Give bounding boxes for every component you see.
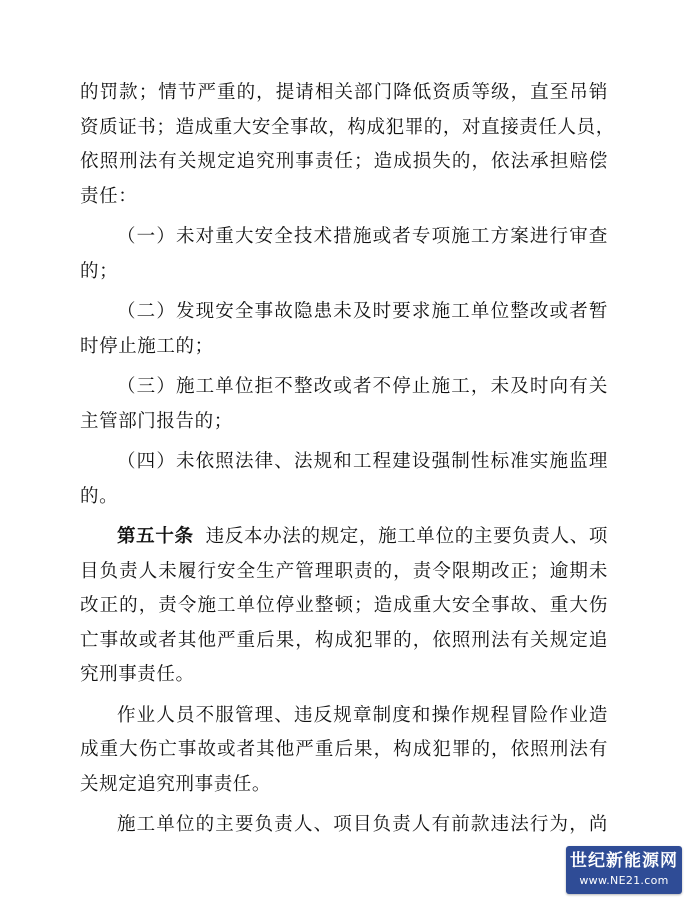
list-item-2-cont: 时停止施工的； [80, 335, 214, 357]
article-50-first-line [80, 520, 608, 555]
list-item-2: （二）发现安全事故隐患未及时要求施工单位整改或者暂 [117, 301, 608, 322]
list-item-3-cont: 主管部门报告的； [80, 410, 233, 432]
paragraph-line: 究刑事责任。 [80, 664, 195, 685]
paragraph-line: 责任： [80, 185, 138, 207]
list-item-1: （一）未对重大安全技术措施或者专项施工方案进行审查 [117, 226, 608, 247]
paragraph-line: 资质证书；造成重大安全事故，构成犯罪的，对直接责任人员， [80, 116, 615, 138]
article-heading: 第五十条 [117, 526, 194, 547]
paragraph-line: 依照刑法有关规定追究刑事责任；造成损失的，依法承担赔偿 [80, 151, 608, 172]
article-text: 违反本办法的规定，施工单位的主要负责人、项 [205, 526, 608, 547]
watermark-url: www.NE21.com [579, 874, 669, 887]
paragraph-line: 关规定追究刑事责任。 [80, 773, 272, 795]
document-page [80, 76, 615, 843]
list-item-1-cont: 的； [80, 260, 119, 282]
paragraph-line: 的罚款；情节严重的，提请相关部门降低资质等级，直至吊销 [80, 82, 608, 103]
paragraph-line: 亡事故或者其他严重后果，构成犯罪的，依照刑法有关规定追 [80, 629, 608, 651]
paragraph-line: 改正的，责令施工单位停业整顿；造成重大安全事故、重大伤 [80, 595, 608, 616]
list-item-4-cont: 的。 [80, 485, 119, 507]
paragraph-line: 作业人员不服管理、违反规章制度和操作规程冒险作业造 [117, 704, 608, 726]
paragraph-line: 施工单位的主要负责人、项目负责人有前款违法行为，尚 [117, 814, 608, 835]
list-item-3: （三）施工单位拒不整改或者不停止施工，未及时向有关 [117, 376, 608, 397]
site-watermark[interactable] [566, 846, 682, 894]
watermark-name: 世纪新能源网 [570, 851, 678, 871]
paragraph-line: 目负责人未履行安全生产管理职责的，责令限期改正；逾期未 [80, 560, 608, 582]
paragraph-line: 成重大伤亡事故或者其他严重后果，构成犯罪的，依照刑法有 [80, 739, 608, 760]
list-item-4: （四）未依照法律、法规和工程建设强制性标准实施监理 [117, 451, 608, 472]
